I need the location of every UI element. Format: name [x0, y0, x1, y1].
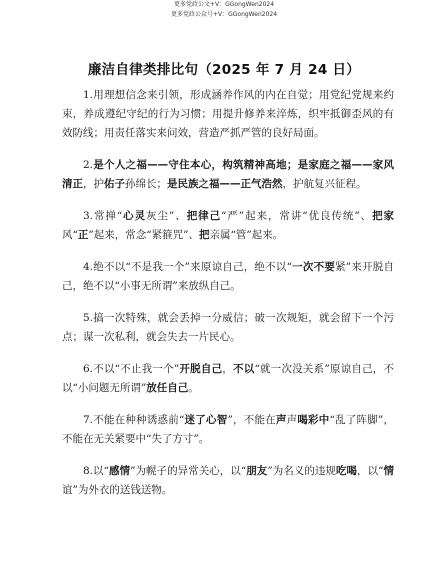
paragraph-item — [62, 462, 394, 500]
paragraph-text: 亲属“管”起来。 — [209, 229, 284, 241]
emphasis-text: 吃喝 — [335, 465, 358, 477]
paragraph-item — [62, 86, 394, 143]
paragraph-text: 5.搞一次特殊，就会丢掉一分威信；破一次规矩，就会留下一个污点；谋一次私利，就会失去一片民心。 — [62, 312, 394, 343]
paragraph-text: “严”起来，常讲“优良传统”、 — [221, 210, 373, 222]
paragraph-text: 3.常掸“ — [83, 210, 123, 222]
paragraph-item — [62, 309, 394, 347]
paragraph-item — [62, 360, 394, 398]
paragraph-text: ”起来，常念“紧箍咒”、 — [88, 229, 199, 241]
paragraph-text: ”为幌子的异常关心，以“ — [130, 465, 247, 477]
emphasis-text: 心灵 — [122, 210, 147, 222]
paragraph-text: 1.用理想信念来引领，形成涵养作风的内在自觉；用党纪党规来约束，养成遵纪守纪的行为习惯；用提升修养来淬炼，织牢抵御歪风的有效防线；用责任落实来问效，营造严抓严管的良好局面。 — [62, 89, 394, 139]
paragraph-text: 声 — [286, 414, 298, 426]
paragraph-text: ”为名义的违规 — [267, 465, 336, 477]
emphasis-text: 开脱自己 — [179, 363, 223, 375]
emphasis-text: 喝彩中 — [297, 414, 330, 426]
emphasis-text: 声 — [275, 414, 287, 426]
paragraph-text: 7.不能在种种诱惑前“ — [83, 414, 185, 426]
emphasis-text: 佑子 — [104, 178, 125, 190]
emphasis-text: 感情 — [108, 465, 131, 477]
paragraph-text: ，护航复兴征程。 — [282, 178, 367, 190]
paragraph-item — [62, 258, 394, 296]
paragraph-item — [62, 156, 394, 194]
paragraph-text: ，护 — [83, 178, 104, 190]
emphasis-text: 把 — [198, 229, 210, 241]
paragraph-text: 风“ — [62, 229, 78, 241]
emphasis-text: 放任自己 — [146, 382, 189, 394]
page-title: 廉洁自律类排比句（2025 年 7 月 24 日） — [87, 62, 361, 78]
paragraph-text: ”，不能在 — [227, 414, 276, 426]
emphasis-text: 是民族之福——正气浩然 — [167, 178, 283, 190]
watermark-line-2: 更多党政公众号+V：GGongWen2024 — [170, 11, 278, 18]
document-body — [62, 86, 394, 513]
paragraph-text: 4.绝不以“不是我一个”来原谅自己，绝不以“ — [83, 261, 292, 273]
paragraph-text: 2. — [83, 159, 94, 171]
emphasis-text: 不以 — [233, 363, 255, 375]
emphasis-text: 把律己 — [186, 210, 222, 222]
paragraph-text: 谊”为外衣的送钱送物。 — [62, 484, 173, 496]
paragraph-text: “就一次没关系”原谅自己，不以“小问题无所谓” — [62, 363, 394, 394]
paragraph-text: 灰尘”、 — [146, 210, 187, 222]
emphasis-text: 迷了心智 — [184, 414, 228, 426]
watermark — [0, 0, 448, 20]
paragraph-text: 紧”来开脱自己，绝不以“小事无所谓”来放纵自己。 — [62, 261, 395, 292]
paragraph-text: 8.以“ — [83, 465, 109, 477]
emphasis-text: 是个人之福——守住本心，构筑精神高地；是家庭之福——家风清正 — [62, 159, 394, 190]
paragraph-text: 6.不以“不止我一个” — [83, 363, 180, 375]
emphasis-text: 朋友 — [246, 465, 268, 477]
paragraph-text: “乱了阵脚”，不能在无关紧要中“失了方寸”。 — [62, 414, 395, 445]
paragraph-text: 。 — [188, 382, 199, 394]
emphasis-text: 正 — [77, 229, 89, 241]
emphasis-text: 情 — [383, 465, 395, 477]
paragraph-text: ， — [222, 363, 234, 375]
watermark-line-1: 更多党政公文+V：GGongWen2024 — [173, 1, 275, 8]
paragraph-text: ，以“ — [357, 465, 384, 477]
paragraph-item — [62, 411, 394, 449]
emphasis-text: 一次不要 — [291, 261, 336, 273]
paragraph-item — [62, 207, 394, 245]
emphasis-text: 把家 — [372, 210, 395, 222]
paragraph-text: 孙绵长； — [125, 178, 167, 190]
